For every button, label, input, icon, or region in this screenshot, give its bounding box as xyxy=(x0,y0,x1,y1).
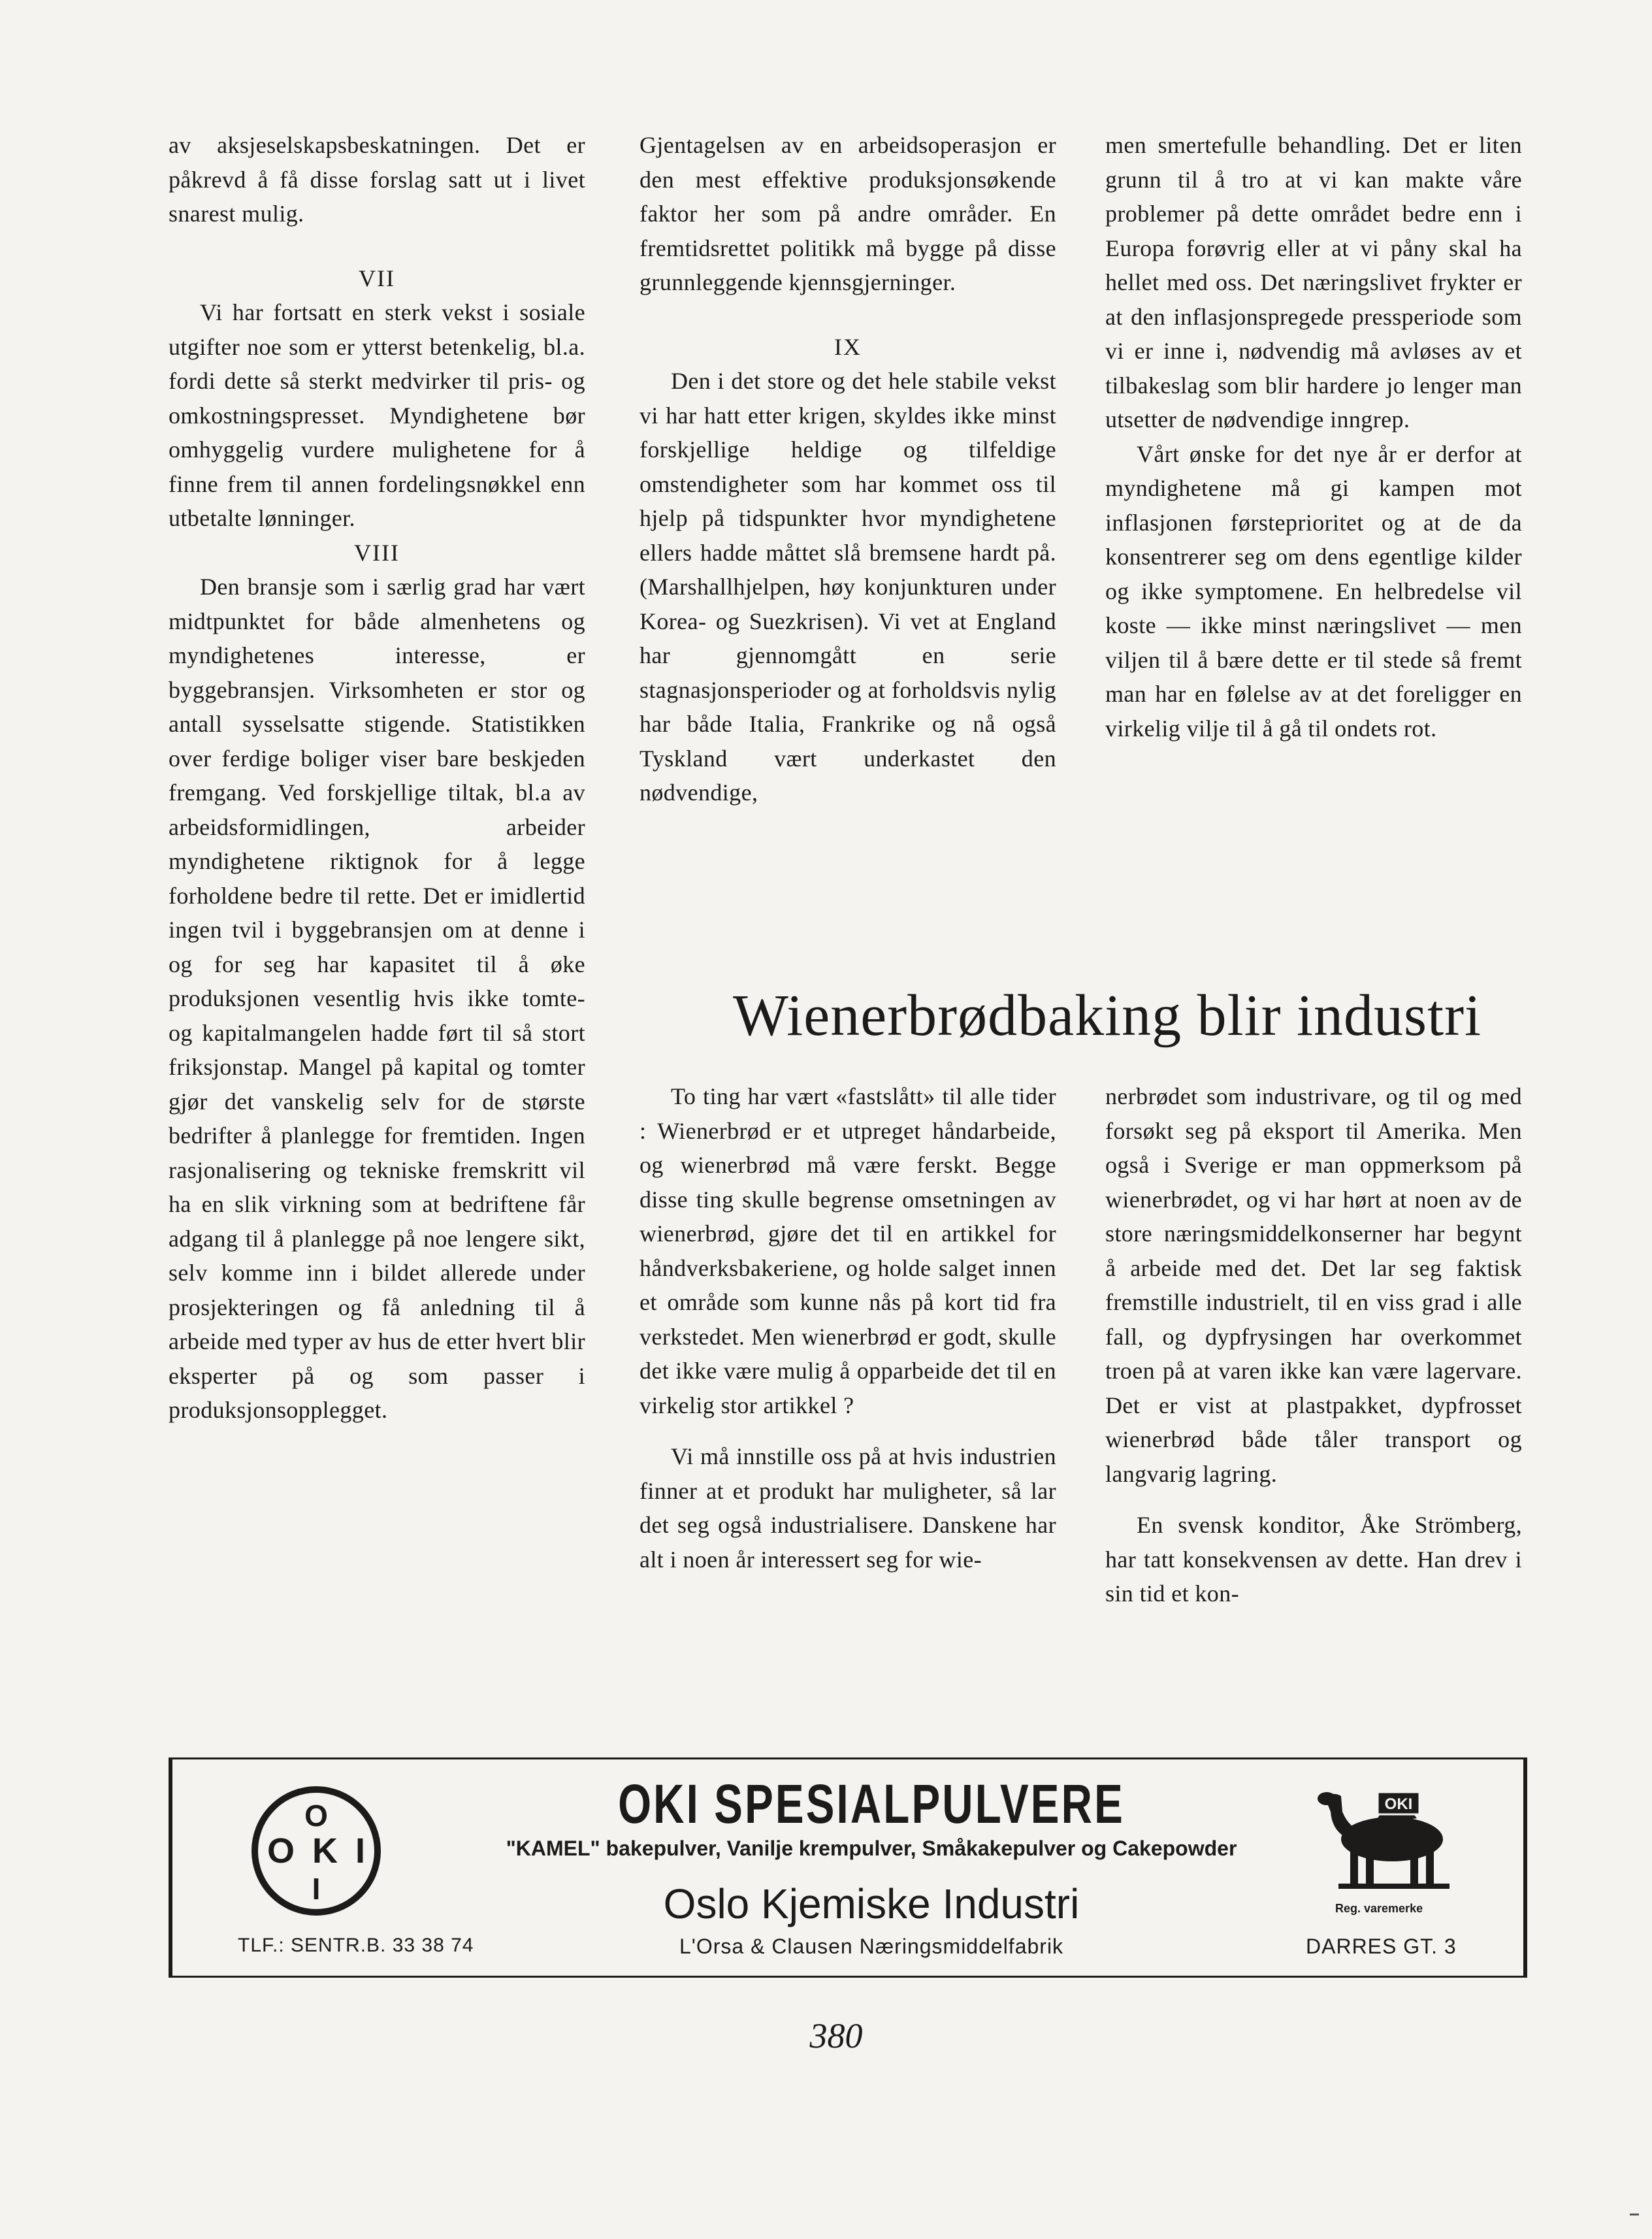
ad-company-name: Oslo Kjemiske Industri xyxy=(663,1880,1080,1927)
section-heading-vii: VII xyxy=(359,265,395,291)
col1-section-vii-paragraph: Vi har fortsatt en sterk vekst i sosiale utgifter noe som er ytterst betenkelig, bl.a. fordi dette så sterkt medvirker til pris- og omkostningspresset. Myndighetene bør omhyggelig vurdere mulighetene for å finne frem til annen fordelingsnøkkel enn utbetalte lønninger. xyxy=(169,299,585,531)
svg-text:OKI: OKI xyxy=(1384,1795,1413,1813)
col2-intro-paragraph: Gjentagelsen av en arbeidsoperasjon er den mest effektive produksjonsøkende faktor her som på andre områder. En fremtidsrettet politikk må bygge på disse grunnleggende kjennsgjerninger. xyxy=(640,132,1056,295)
article-col2-paragraph-2: En svensk konditor, Åke Strömberg, har tatt konsekvensen av dette. Han drev i sin tid et kon- xyxy=(1105,1512,1522,1607)
svg-text:I: I xyxy=(312,1872,321,1906)
section-heading-viii: VIII xyxy=(354,539,400,566)
col2-section-ix-paragraph: Den i det store og det hele stabile vekst vi har hatt etter krigen, skyldes ikke minst forskjellige heldige og tilfeldige omstendigheter som har kommet oss til hjelp på tidspunkter hvor myndighetene ellers hadde måttet slå bremsene hardt på. (Marshallhjelpen, høy konjunkturen under Korea- og Suezkrisen). Vi vet at England har gjennomgått en serie stagnasjonsperioder og at forholdsvis nylig har både Italia, Frankrike og nå også Tyskland vært underkastet den nødvendige, xyxy=(640,368,1056,806)
article-headline: Wienerbrødbaking blir industri xyxy=(732,983,1482,1048)
scan-corner-mark xyxy=(1630,2214,1639,2215)
article-column-2 xyxy=(1105,1079,1522,1611)
col1-section-viii-paragraph: Den bransje som i særlig grad har vært midtpunktet for både almenhetens og myndighetenes interesse, er byggebransjen. Virksomheten er stor og antall sysselsatte stigende. Statistikken over ferdige boliger viser bare beskjeden fremgang. Ved forskjellige tiltak, bl.a av arbeidsformidlingen, arbeider myndighetene riktignok for å legge forholdene bedre til rette. Det er imidlertid ingen tvil i byggebransjen om at denne i og for seg har kapasitet til å øke produksjonen vesentlig hvis ikke tomte- og kapitalmangelen hadde ført til så stort friksjonstap. Mangel på kapital og tomter gjør det vanskelig selv for de største bedrifter å planlegge for fremtiden. Ingen rasjonalisering og tekniske fremskritt vil ha en slik virkning som at bedriftene får adgang til å planlegge på noe lengere sikt, selv komme inn i bildet allerede under prosjekteringen og få anledning til å arbeide med typer av hus de etter hvert blir eksperter på og som passer i produksjonsopplegget. xyxy=(169,574,585,1423)
article-col1-paragraph-1: To ting har vært «fastslått» til alle tider : Wienerbrød er et utpreget håndarbeide, og wienerbrød må være ferskt. Begge disse ting skulle begrense omsetningen av wienerbrød, gjøre det til en artikkel for håndverksbakeriene, og holde salget innen et område som kunne nås på kort tid fra verkstedet. Men wienerbrød er godt, skulle det ikke være mulig å opparbeide det til en virkelig stor artikkel ? xyxy=(640,1083,1056,1418)
ad-address: DARRES GT. 3 xyxy=(1306,1935,1457,1958)
article-col2-paragraph-1: nerbrødet som industrivare, og til og med forsøkt seg på eksport til Amerika. Men også i Sverige er man oppmerksom på wienerbrødet, og vi har hørt at noen av de store næringsmiddelkonserner har begynt å arbeide med det. Det lar seg faktisk fremstille industrielt, til en viss grad i alle fall, og dypfrysingen har overkommet troen på at varen ikke kan være lagervare. Det er vist at plastpakket, dypfrosset wienerbrød både tåler transport og langvarig lagring. xyxy=(1105,1083,1522,1487)
ad-phone: TLF.: SENTR.B. 33 38 74 xyxy=(238,1935,474,1956)
col3-paragraph-2: Vårt ønske for det nye år er derfor at myndighetene må gi kampen mot inflasjonen førsteprioritet og at de da konsentrerer seg om dens egentlige kilder og ikke symptomene. En helbredelse vil koste — ikke minst næringslivet — men viljen til å bære dette er til stede så fremt man har en følelse av at det foreligger en virkelig vilje til å gå til ondets rot. xyxy=(1105,440,1522,742)
ad-subtitle: L'Orsa & Clausen Næringsmiddelfabrik xyxy=(679,1935,1064,1958)
article-col1-paragraph-2: Vi må innstille oss på at hvis industrien finner at et produkt har muligheter, så lar det seg også industrialisere. Danskene har alt i noen år interessert seg for wie- xyxy=(640,1443,1056,1573)
page-number: 380 xyxy=(809,2016,863,2055)
column-1 xyxy=(169,128,585,1428)
svg-text:OKI: OKI xyxy=(267,1831,365,1871)
svg-text:O: O xyxy=(304,1799,328,1833)
ad-products: "KAMEL" bakepulver, Vanilje krempulver, Småkakepulver og Cakepowder xyxy=(506,1837,1237,1860)
oki-circle-logo-icon xyxy=(251,1786,381,1916)
column-3 xyxy=(1105,128,1522,745)
ad-title: OKI SPESIALPULVERE xyxy=(618,1773,1125,1835)
section-heading-ix: IX xyxy=(834,333,862,360)
ad-trademark-note: Reg. varemerke xyxy=(1335,1902,1423,1915)
col3-paragraph-1: men smertefulle behandling. Det er liten grunn til å tro at vi kan makte våre problemer på dette området bedre enn i Europa forøvrig eller at vi påny skal ha hellet med oss. Det næringslivet frykter er at den inflasjonspregede pressperiode som vi er inne i, nødvendig må avløses av et tilbakeslag som blir hardere jo lenger man utsetter de nødvendige inngrep. xyxy=(1105,132,1522,433)
col1-intro-paragraph: av aksjeselskapsbeskatningen. Det er påkrevd å få disse forslag satt ut i livet snarest mulig. xyxy=(169,132,585,227)
article-column-1 xyxy=(640,1079,1056,1577)
column-2 xyxy=(640,128,1056,810)
camel-trademark-icon xyxy=(1312,1779,1456,1893)
oki-advertisement xyxy=(169,1757,1527,1978)
